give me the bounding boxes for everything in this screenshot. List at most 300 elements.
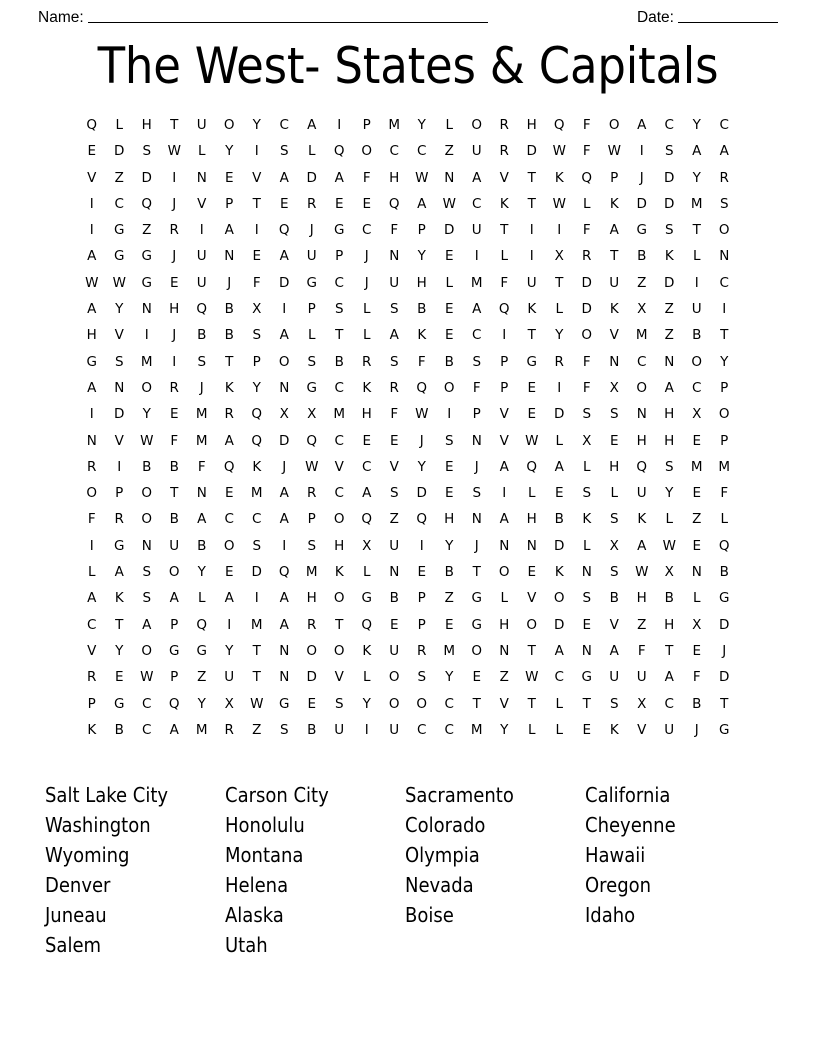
grid-cell[interactable]: P [610,169,619,186]
grid-cell[interactable]: Q [251,432,263,449]
grid-cell[interactable]: F [87,511,96,528]
grid-cell[interactable]: D [279,432,290,449]
grid-cell[interactable]: Z [142,222,152,239]
grid-cell[interactable]: L [362,564,371,581]
grid-cell[interactable]: T [252,669,261,686]
grid-cell[interactable]: K [554,564,564,581]
grid-cell[interactable]: C [224,511,234,528]
grid-cell[interactable]: T [472,695,481,712]
grid-cell[interactable]: C [417,721,427,738]
grid-cell[interactable]: R [554,353,564,370]
grid-cell[interactable]: Q [168,695,180,712]
grid-cell[interactable]: I [694,274,699,291]
grid-cell[interactable]: W [552,195,566,212]
grid-cell[interactable]: I [89,406,94,423]
grid-cell[interactable]: Q [306,432,318,449]
word-list-item[interactable]: Alaska [225,903,284,927]
grid-cell[interactable]: U [389,721,400,738]
grid-cell[interactable]: A [279,248,289,265]
grid-cell[interactable]: B [142,458,152,475]
grid-cell[interactable]: K [417,327,427,344]
grid-cell[interactable]: E [224,564,234,581]
grid-cell[interactable]: A [279,169,289,186]
grid-cell[interactable]: S [472,353,482,370]
word-list-item[interactable]: Helena [225,873,289,897]
grid-cell[interactable]: D [279,274,290,291]
grid-cell[interactable]: X [609,537,619,554]
grid-cell[interactable]: T [335,616,344,633]
grid-cell[interactable]: G [114,537,125,554]
word-list-item[interactable]: Honolulu [225,813,305,837]
grid-cell[interactable]: Y [692,169,701,186]
grid-cell[interactable]: I [89,537,94,554]
grid-cell[interactable]: Q [141,195,153,212]
grid-cell[interactable]: E [417,564,427,581]
grid-cell[interactable]: L [307,327,316,344]
grid-cell[interactable]: V [527,590,537,607]
grid-cell[interactable]: I [419,537,424,554]
grid-cell[interactable]: A [664,669,674,686]
grid-cell[interactable]: A [279,616,289,633]
grid-cell[interactable]: A [499,511,509,528]
grid-cell[interactable]: C [664,117,674,133]
grid-cell[interactable]: H [664,406,675,423]
grid-cell[interactable]: C [252,511,262,528]
grid-cell[interactable]: P [417,616,426,633]
grid-cell[interactable]: C [692,379,702,396]
grid-cell[interactable]: D [114,406,125,423]
grid-cell[interactable]: A [142,616,152,633]
grid-cell[interactable]: B [169,458,179,475]
grid-cell[interactable]: P [307,511,316,528]
grid-cell[interactable]: N [141,537,152,554]
grid-cell[interactable]: T [720,327,729,344]
grid-cell[interactable]: E [334,195,344,212]
grid-cell[interactable]: K [527,301,537,318]
grid-cell[interactable]: P [362,117,371,133]
word-list-item[interactable]: Sacramento [405,783,514,807]
grid-cell[interactable]: E [307,695,317,712]
grid-cell[interactable]: Z [444,590,454,607]
grid-cell[interactable]: K [224,379,234,396]
grid-cell[interactable]: C [417,143,427,160]
grid-cell[interactable]: Z [499,669,509,686]
grid-cell[interactable]: I [447,406,452,423]
grid-cell[interactable]: B [224,301,234,318]
grid-cell[interactable]: I [282,301,287,318]
grid-cell[interactable]: A [637,117,647,133]
grid-cell[interactable]: C [362,222,372,239]
grid-cell[interactable]: K [252,458,262,475]
grid-cell[interactable]: C [334,274,344,291]
word-list-item[interactable]: Hawaii [585,843,646,867]
grid-cell[interactable]: S [582,590,592,607]
grid-cell[interactable]: V [114,327,124,344]
grid-cell[interactable]: S [609,564,619,581]
grid-cell[interactable]: M [470,274,483,291]
grid-cell[interactable]: G [471,616,482,633]
grid-cell[interactable]: M [443,642,456,659]
grid-cell[interactable]: Q [718,537,730,554]
grid-cell[interactable]: A [719,143,729,160]
grid-cell[interactable]: F [582,222,591,239]
grid-cell[interactable]: A [499,458,509,475]
grid-cell[interactable]: F [472,379,481,396]
grid-cell[interactable]: L [362,327,371,344]
grid-cell[interactable]: N [279,669,290,686]
grid-cell[interactable]: T [252,195,261,212]
grid-cell[interactable]: C [554,669,564,686]
grid-cell[interactable]: F [720,485,729,502]
grid-cell[interactable]: D [251,564,262,581]
word-list-item[interactable]: Utah [225,933,268,957]
grid-cell[interactable]: P [252,353,261,370]
grid-cell[interactable]: K [637,511,647,528]
grid-cell[interactable]: Y [445,669,454,686]
grid-cell[interactable]: E [472,669,482,686]
grid-cell[interactable]: S [417,669,427,686]
grid-cell[interactable]: L [555,432,564,449]
grid-cell[interactable]: Y [362,695,371,712]
grid-cell[interactable]: M [195,406,208,423]
grid-cell[interactable]: U [389,274,400,291]
word-list-item[interactable]: Montana [225,843,304,867]
grid-cell[interactable]: U [636,485,647,502]
grid-cell[interactable]: N [664,353,675,370]
grid-cell[interactable]: L [362,301,371,318]
grid-cell[interactable]: K [582,511,592,528]
grid-cell[interactable]: X [279,406,289,423]
grid-cell[interactable]: L [665,511,674,528]
word-list-item[interactable]: Boise [405,903,454,927]
grid-cell[interactable]: A [169,721,179,738]
grid-cell[interactable]: E [582,616,592,633]
grid-cell[interactable]: I [199,222,204,239]
grid-cell[interactable]: P [417,222,426,239]
grid-cell[interactable]: Y [417,458,426,475]
grid-cell[interactable]: Y [720,353,729,370]
grid-cell[interactable]: K [362,642,372,659]
grid-cell[interactable]: N [581,564,592,581]
grid-cell[interactable]: M [690,195,703,212]
grid-cell[interactable]: O [141,485,153,502]
grid-cell[interactable]: B [637,248,647,265]
grid-cell[interactable]: T [555,274,564,291]
grid-cell[interactable]: E [169,406,179,423]
grid-cell[interactable]: A [554,458,564,475]
grid-cell[interactable]: B [417,301,427,318]
grid-cell[interactable]: E [444,485,454,502]
grid-cell[interactable]: M [195,721,208,738]
grid-cell[interactable]: I [529,248,534,265]
grid-cell[interactable]: B [197,327,207,344]
grid-cell[interactable]: V [499,695,509,712]
grid-cell[interactable]: P [170,616,179,633]
grid-cell[interactable]: N [279,379,290,396]
grid-cell[interactable]: H [526,117,537,133]
grid-cell[interactable]: I [337,117,342,133]
grid-cell[interactable]: M [333,406,346,423]
grid-cell[interactable]: D [526,143,537,160]
grid-cell[interactable]: J [172,195,177,212]
word-list-item[interactable]: Salt Lake City [45,783,169,807]
grid-cell[interactable]: F [582,379,591,396]
grid-cell[interactable]: X [692,616,702,633]
grid-cell[interactable]: S [582,406,592,423]
grid-cell[interactable]: C [114,195,124,212]
grid-cell[interactable]: W [140,669,154,686]
grid-cell[interactable]: L [527,485,536,502]
grid-cell[interactable]: A [362,485,372,502]
grid-cell[interactable]: W [415,406,429,423]
grid-cell[interactable]: Q [498,301,510,318]
grid-cell[interactable]: A [472,301,482,318]
grid-cell[interactable]: Y [252,117,261,133]
grid-cell[interactable]: Q [223,458,235,475]
grid-cell[interactable]: P [225,195,234,212]
grid-cell[interactable]: C [334,432,344,449]
grid-cell[interactable]: Z [252,721,262,738]
grid-cell[interactable]: G [306,379,317,396]
grid-cell[interactable]: A [87,248,97,265]
grid-cell[interactable]: I [639,143,644,160]
grid-cell[interactable]: Y [417,248,426,265]
grid-cell[interactable]: Z [197,669,207,686]
grid-cell[interactable]: F [390,222,399,239]
word-list-item[interactable]: Oregon [585,873,652,897]
grid-cell[interactable]: H [664,616,675,633]
grid-cell[interactable]: V [637,721,647,738]
grid-cell[interactable]: J [694,721,699,738]
grid-cell[interactable]: Y [555,327,564,344]
grid-cell[interactable]: C [637,353,647,370]
grid-cell[interactable]: T [665,642,674,659]
grid-cell[interactable]: T [170,117,179,133]
grid-cell[interactable]: A [554,642,564,659]
grid-cell[interactable]: F [582,117,591,133]
grid-cell[interactable]: S [389,485,399,502]
grid-cell[interactable]: M [250,485,263,502]
grid-cell[interactable]: L [445,274,454,291]
grid-cell[interactable]: S [307,537,317,554]
grid-cell[interactable]: X [307,406,317,423]
grid-cell[interactable]: M [635,327,648,344]
grid-cell[interactable]: S [664,222,674,239]
grid-cell[interactable]: O [333,590,345,607]
grid-cell[interactable]: B [444,564,454,581]
grid-cell[interactable]: H [444,511,455,528]
grid-cell[interactable]: S [582,485,592,502]
grid-cell[interactable]: C [142,721,152,738]
grid-cell[interactable]: A [224,222,234,239]
grid-cell[interactable]: G [141,248,152,265]
grid-cell[interactable]: R [417,642,427,659]
grid-cell[interactable]: O [388,669,400,686]
grid-cell[interactable]: U [224,669,235,686]
grid-cell[interactable]: A [224,590,234,607]
grid-cell[interactable]: D [416,485,427,502]
grid-cell[interactable]: F [170,432,179,449]
word-list-item[interactable]: Salem [45,933,102,957]
grid-cell[interactable]: E [444,301,454,318]
grid-cell[interactable]: G [719,590,730,607]
grid-cell[interactable]: W [305,458,319,475]
grid-cell[interactable]: C [664,695,674,712]
grid-cell[interactable]: Q [278,222,290,239]
grid-cell[interactable]: S [609,695,619,712]
grid-cell[interactable]: A [87,590,97,607]
grid-cell[interactable]: T [527,695,536,712]
grid-cell[interactable]: N [499,642,510,659]
word-list-item[interactable]: Juneau [45,903,107,927]
grid-cell[interactable]: V [609,616,619,633]
grid-cell[interactable]: E [389,616,399,633]
grid-cell[interactable]: R [499,117,509,133]
grid-cell[interactable]: I [89,222,94,239]
grid-cell[interactable]: P [472,406,481,423]
grid-cell[interactable]: N [691,564,702,581]
grid-cell[interactable]: S [609,406,619,423]
grid-cell[interactable]: O [333,642,345,659]
grid-cell[interactable]: J [474,458,479,475]
grid-cell[interactable]: L [610,485,619,502]
grid-cell[interactable]: Q [333,143,345,160]
grid-cell[interactable]: Y [142,406,151,423]
grid-cell[interactable]: N [224,248,235,265]
grid-cell[interactable]: O [471,117,483,133]
grid-cell[interactable]: I [557,379,562,396]
grid-cell[interactable]: S [197,353,207,370]
grid-cell[interactable]: G [86,353,97,370]
grid-cell[interactable]: Y [115,642,124,659]
grid-cell[interactable]: V [87,169,97,186]
grid-cell[interactable]: T [720,695,729,712]
grid-cell[interactable]: U [636,669,647,686]
grid-cell[interactable]: L [500,248,509,265]
grid-cell[interactable]: E [609,432,619,449]
grid-cell[interactable]: G [169,642,180,659]
grid-cell[interactable]: E [362,195,372,212]
grid-cell[interactable]: A [664,379,674,396]
grid-cell[interactable]: D [719,669,730,686]
grid-cell[interactable]: H [169,301,180,318]
grid-cell[interactable]: G [141,274,152,291]
grid-cell[interactable]: Q [553,117,565,133]
grid-cell[interactable]: S [389,301,399,318]
grid-cell[interactable]: U [389,642,400,659]
grid-cell[interactable]: K [609,721,619,738]
grid-cell[interactable]: H [141,117,152,133]
grid-cell[interactable]: H [86,327,97,344]
grid-cell[interactable]: R [499,143,509,160]
grid-cell[interactable]: A [224,432,234,449]
grid-cell[interactable]: I [282,537,287,554]
grid-cell[interactable]: I [227,616,232,633]
grid-cell[interactable]: E [444,248,454,265]
grid-cell[interactable]: U [306,248,317,265]
grid-cell[interactable]: N [471,511,482,528]
grid-cell[interactable]: Y [197,695,206,712]
grid-cell[interactable]: V [252,169,262,186]
grid-cell[interactable]: D [581,301,592,318]
grid-cell[interactable]: W [607,143,621,160]
grid-cell[interactable]: D [114,143,125,160]
grid-cell[interactable]: D [581,274,592,291]
grid-cell[interactable]: L [582,458,591,475]
grid-cell[interactable]: Q [196,301,208,318]
grid-cell[interactable]: E [444,327,454,344]
grid-cell[interactable]: U [389,537,400,554]
grid-cell[interactable]: I [529,222,534,239]
grid-cell[interactable]: C [334,485,344,502]
grid-cell[interactable]: A [609,222,619,239]
grid-cell[interactable]: N [196,169,207,186]
grid-cell[interactable]: R [114,511,124,528]
grid-cell[interactable]: B [197,537,207,554]
grid-cell[interactable]: P [170,669,179,686]
grid-cell[interactable]: S [142,590,152,607]
grid-cell[interactable]: O [526,616,538,633]
grid-cell[interactable]: J [419,432,424,449]
grid-cell[interactable]: V [499,169,509,186]
grid-cell[interactable]: F [362,169,371,186]
word-list-item[interactable]: Cheyenne [585,813,676,837]
grid-cell[interactable]: U [609,274,620,291]
grid-cell[interactable]: M [195,432,208,449]
grid-cell[interactable]: R [307,616,317,633]
grid-cell[interactable]: V [499,406,509,423]
grid-cell[interactable]: C [472,195,482,212]
grid-cell[interactable]: S [142,143,152,160]
grid-cell[interactable]: Z [637,274,647,291]
grid-cell[interactable]: Y [225,642,234,659]
grid-cell[interactable]: A [609,642,619,659]
grid-cell[interactable]: F [197,458,206,475]
grid-cell[interactable]: S [307,353,317,370]
grid-cell[interactable]: L [527,721,536,738]
grid-cell[interactable]: E [224,169,234,186]
grid-cell[interactable]: B [692,327,702,344]
grid-cell[interactable]: O [636,379,648,396]
grid-cell[interactable]: C [389,143,399,160]
grid-cell[interactable]: U [609,669,620,686]
grid-cell[interactable]: R [87,458,97,475]
grid-cell[interactable]: I [254,222,259,239]
grid-cell[interactable]: V [334,669,344,686]
grid-cell[interactable]: C [334,379,344,396]
grid-cell[interactable]: I [117,458,122,475]
grid-cell[interactable]: T [115,616,124,633]
grid-cell[interactable]: P [115,485,124,502]
grid-cell[interactable]: S [609,511,619,528]
grid-cell[interactable]: G [636,222,647,239]
grid-cell[interactable]: L [115,117,124,133]
grid-cell[interactable]: K [87,721,97,738]
grid-cell[interactable]: A [197,511,207,528]
grid-cell[interactable]: G [361,590,372,607]
grid-cell[interactable]: L [87,564,96,581]
grid-cell[interactable]: D [306,169,317,186]
grid-cell[interactable]: X [554,248,564,265]
name-write-line[interactable] [88,21,488,23]
grid-cell[interactable]: S [252,327,262,344]
grid-cell[interactable]: E [169,274,179,291]
grid-cell[interactable]: Y [692,117,701,133]
grid-cell[interactable]: E [554,485,564,502]
grid-cell[interactable]: T [527,195,536,212]
grid-cell[interactable]: S [719,195,729,212]
grid-cell[interactable]: E [692,642,702,659]
